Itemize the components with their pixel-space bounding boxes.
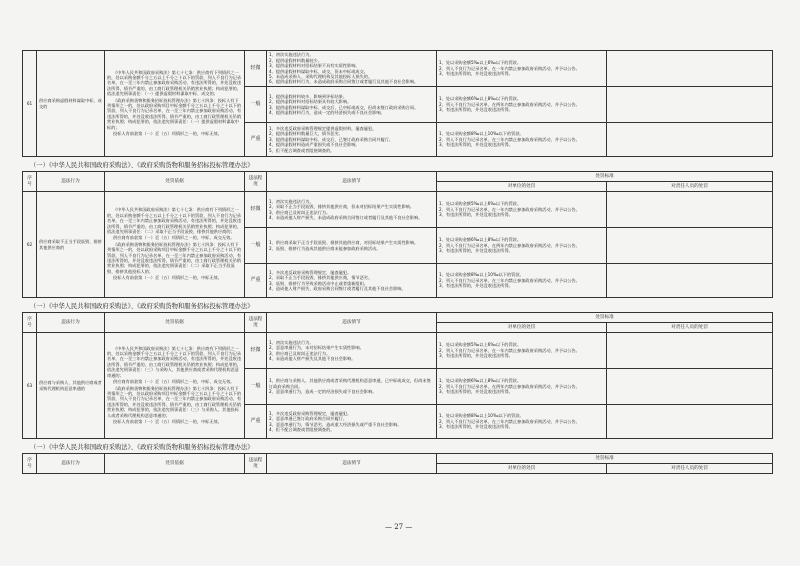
circumstance-item: 1、初次实施违法行为。 bbox=[269, 198, 314, 204]
penalty-item: 2、列入不良行为记录名单，在三年内禁止参加政府采购活动，并予以公告。 bbox=[439, 418, 580, 424]
section-title: （一）《中华人民共和国政府采购法》、《政府采购货物和服务招标投标管理办法》 bbox=[30, 444, 254, 451]
row-number: 62 bbox=[23, 192, 37, 298]
penalty-table bbox=[22, 312, 773, 439]
penalty-item: 1、处以采购金额8‰以上10‰以下的罚款。 bbox=[439, 131, 524, 137]
unit-penalty bbox=[437, 405, 607, 439]
penalty-item: 2、列入不良行为记录名单，在两年内禁止参加政府采购活动，并予以公告。 bbox=[439, 242, 580, 248]
penalty-item: 2、列入不良行为记录名单，在两年内禁止参加政府采购活动，并予以公告。 bbox=[439, 383, 580, 389]
basis-paragraph: 供应商有前款第（一）至（五）项情形之一的，中标、成交无效。 bbox=[113, 379, 235, 385]
person-penalty bbox=[607, 123, 773, 157]
basis-paragraph: 《中华人民共和国政府采购法》第七十七条：供应商有下列情形之一的，处以采购金额千分之五以上千分之十以下的罚款，列入不良行为记录名单，在一至三年内禁止参加政府采购活动，有违法所得的，并处没收违法所得，情节严重的，由工商行政管理机关吊销营业执照；构成犯罪的，依法追究刑事责任：（三）与采购人、其他供应商或者采购代理机构恶意串通的； bbox=[107, 345, 242, 378]
circumstance-item: 4、提供虚假材料行为，造成一定的经济损失或不良社会影响。 bbox=[269, 109, 385, 115]
circumstance-item: 1、初次实施违法行为。 bbox=[269, 52, 314, 58]
penalty-item: 3、有违法所得的，并处没收违法所得。 bbox=[439, 353, 513, 359]
person-penalty bbox=[607, 51, 773, 87]
penalty-item: 1、处以采购金额5‰以上6‰以下的罚款。 bbox=[439, 201, 522, 207]
circumstance-item: 4、提供虚假材料造成严重损失或不良社会影响。 bbox=[269, 142, 360, 148]
header-penalty: 处罚标准 bbox=[437, 313, 773, 323]
circumstance-item: 1、提供虚假材料较多，影响到评标结果。 bbox=[269, 93, 348, 99]
unit-penalty bbox=[437, 51, 607, 87]
violation-level: 一般 bbox=[245, 228, 267, 264]
circumstance-item: 3、诋毁、排挤行为导致采购活动中止或者重新组织。 bbox=[269, 280, 368, 286]
circumstance-item: 1、多次违反政府采购管理规定提供虚假材料，屡查屡犯。 bbox=[269, 125, 377, 131]
unit-penalty bbox=[437, 333, 607, 369]
circumstance-item: 3、提供虚假材料谋取中标、成交后，已签订政府采购合同并履行。 bbox=[269, 136, 394, 142]
penalty-item: 1、处以采购金额6‰以上8‰以下的罚款。 bbox=[439, 237, 522, 243]
header-unit-penalty: 对单位的处罚 bbox=[437, 323, 607, 333]
circumstance-item: 2、恶意串通行为，造成一定的经济损失或不良社会影响。 bbox=[269, 389, 377, 395]
violation-behavior: 供应商与采购人、其他供应商或者采购代理机构恶意串通的 bbox=[37, 333, 105, 439]
penalty-basis bbox=[105, 192, 245, 298]
circumstance-item: 1、初次实施违法行为。 bbox=[269, 339, 314, 345]
circumstance-item: 4、未造成他人财产损失及其他不良社会影响。 bbox=[269, 355, 356, 361]
header-circumstances: 违法情节 bbox=[267, 313, 437, 333]
document-page bbox=[22, 50, 772, 510]
violation-level: 一般 bbox=[245, 87, 267, 123]
circumstance-item: 3、供应商已及时纠正违法行为。 bbox=[269, 209, 331, 215]
header-basis: 处罚依据 bbox=[105, 454, 245, 474]
circumstance-item: 5、未造成采购人、采购代理机构及其他投标人损失的。 bbox=[269, 73, 373, 79]
circumstance-item: 2、提供虚假材料数量巨大，情节恶劣。 bbox=[269, 131, 343, 137]
violation-circumstances bbox=[267, 264, 437, 298]
penalty-item: 3、有违法所得的，并处没收违法所得。 bbox=[439, 283, 513, 289]
penalty-item: 3、有违法所得的，并处没收违法所得。 bbox=[439, 142, 513, 148]
header-person-penalty: 对责任人员的处罚 bbox=[607, 323, 773, 333]
penalty-item: 3、有违法所得的，并处没收违法所得。 bbox=[439, 389, 513, 395]
circumstance-item: 6、提供虚假材料行为，未造成政府采购合同签订或者履行及其他不良社会影响。 bbox=[269, 79, 419, 85]
penalty-item: 1、处以采购金额5‰以上6‰以下的罚款。 bbox=[439, 60, 522, 66]
person-penalty bbox=[607, 369, 773, 405]
penalty-item: 1、处以采购金额5‰以上6‰以下的罚款。 bbox=[439, 342, 522, 348]
circumstance-item: 2、恶意串通已签订政府采购合同并履行。 bbox=[269, 416, 348, 422]
violation-level: 轻微 bbox=[245, 333, 267, 369]
violation-behavior: 供应商采取不正当手段诋毁、排挤其他供应商的 bbox=[37, 192, 105, 298]
penalty-item: 2、列入不良行为记录名单，在三年内禁止参加政府采购活动，并予以公告。 bbox=[439, 277, 580, 283]
circumstance-item: 3、提供虚假材料对招标结果不具有实质性影响。 bbox=[269, 63, 360, 69]
unit-penalty bbox=[437, 123, 607, 157]
header-behavior: 违法行为 bbox=[37, 172, 105, 192]
person-penalty bbox=[607, 405, 773, 439]
header-no: 序号 bbox=[23, 172, 37, 192]
penalty-item: 1、处以采购金额8‰以上10‰以下的罚款。 bbox=[439, 272, 524, 278]
circumstance-item: 2、诋毁、排挤行为造成其他供应商未能参加政府采购活动。 bbox=[269, 245, 381, 251]
table-row bbox=[23, 192, 773, 228]
basis-paragraph: 《中华人民共和国政府采购法》第七十七条：供应商有下列情形之一的，处以采购金额千分之五以上千分之十以下的罚款，列入不良行为记录名单，在一至三年内禁止参加政府采购活动，有违法所得的，并处没收违法所得，情节严重的，由工商行政管理机关吊销营业执照；构成犯罪的，依法追究刑事责任：（一）提供虚假材料谋取中标、成交的； bbox=[107, 69, 242, 97]
person-penalty bbox=[607, 228, 773, 264]
circumstance-item: 4、拒不配合调查或者阻挠调查的。 bbox=[269, 426, 335, 432]
penalty-item: 3、有违法所得的，并处没收违法所得。 bbox=[439, 107, 513, 113]
circumstance-item: 2、提供虚假材料数量较少。 bbox=[269, 57, 322, 63]
header-behavior: 违法行为 bbox=[37, 454, 105, 474]
circumstance-item: 1、供应商与采购人、其他供应商或者采购代理机构恶意串通，已中标或成交，但尚未签订政府采购合同。 bbox=[269, 378, 431, 389]
violation-level: 严重 bbox=[245, 264, 267, 298]
penalty-table bbox=[22, 453, 773, 474]
person-penalty bbox=[607, 192, 773, 228]
violation-level: 严重 bbox=[245, 405, 267, 439]
header-basis: 处罚依据 bbox=[105, 172, 245, 192]
circumstance-item: 4、未造成他人财产损失、未造成政府采购合同签订或者履行及其他不良社会影响。 bbox=[269, 214, 423, 220]
row-number: 63 bbox=[23, 333, 37, 439]
basis-paragraph: 投标人有前款第（一）至（五）项情形之一的，中标无效。 bbox=[113, 418, 222, 424]
violation-circumstances bbox=[267, 405, 437, 439]
circumstance-item: 2、恶意串通行为，未对招标结果产生实质性影响。 bbox=[269, 345, 364, 351]
penalty-item: 2、列入不良行为记录名单，在一年内禁止参加政府采购活动，并予以公告。 bbox=[439, 206, 580, 212]
header-person-penalty: 对责任人员的处罚 bbox=[607, 464, 773, 474]
circumstance-item: 2、提供虚假材料对招标结果具有较大影响。 bbox=[269, 99, 352, 105]
violation-circumstances bbox=[267, 369, 437, 405]
row-number: 61 bbox=[23, 51, 37, 157]
person-penalty bbox=[607, 264, 773, 298]
basis-paragraph: 《中华人民共和国政府采购法》第七十七条：供应商有下列情形之一的，处以采购金额千分之五以上千分之十以下的罚款，列入不良行为记录名单，在一至三年内禁止参加政府采购活动，有违法所得的，并处没收违法所得，情节严重的，由工商行政管理机关吊销营业执照；构成犯罪的，依法追究刑事责任：（二）采取不正当手段诋毁、排挤其他供应商的； bbox=[107, 207, 242, 234]
penalty-basis bbox=[105, 51, 245, 157]
header-level: 违法程度 bbox=[245, 454, 267, 474]
header-level: 违法程度 bbox=[245, 313, 267, 333]
penalty-item: 1、处以采购金额6‰以上8‰以下的罚款。 bbox=[439, 96, 522, 102]
violation-circumstances bbox=[267, 333, 437, 369]
basis-paragraph: 《政府采购货物和服务招标投标管理办法》第七十四条：投标人有下列情形之一的，处以政府采购项目中标金额千分之五以上千分之十以下的罚款，列入不良行为记录名单，在一至三年内禁止参加政府采购活动，有违法所得的，并处没收违法所得，情节严重的，由工商行政管理机关吊销营业执照；构成犯罪的，依法追究刑事责任：（二）采取不正当手段诋毁、排挤其他投标人的； bbox=[107, 241, 242, 274]
header-penalty: 处罚标准 bbox=[437, 172, 773, 182]
header-basis: 处罚依据 bbox=[105, 313, 245, 333]
penalty-table bbox=[22, 50, 773, 157]
penalty-basis bbox=[105, 333, 245, 439]
violation-circumstances bbox=[267, 87, 437, 123]
header-no: 序号 bbox=[23, 454, 37, 474]
violation-level: 一般 bbox=[245, 369, 267, 405]
header-level: 违法程度 bbox=[245, 172, 267, 192]
penalty-item: 2、列入不良行为记录名单，在一年内禁止参加政府采购活动，并予以公告。 bbox=[439, 347, 580, 353]
circumstance-item: 2、采取不正当手段诋毁、排挤其他供应商，情节恶劣。 bbox=[269, 275, 373, 281]
circumstance-item: 1、供应商采取不正当手段诋毁、排挤其他供应商，对招标结果产生实质性影响。 bbox=[269, 240, 419, 246]
header-behavior: 违法行为 bbox=[37, 313, 105, 333]
penalty-item: 3、有违法所得的，并处没收违法所得。 bbox=[439, 248, 513, 254]
person-penalty bbox=[607, 87, 773, 123]
circumstance-item: 3、供应商已及时纠正违法行为。 bbox=[269, 350, 331, 356]
basis-paragraph: 投标人有前款第（一）至（五）项情形之一的，中标无效。 bbox=[113, 275, 222, 281]
basis-paragraph: 投标人有前款第（一）至（五）项情形之一的，中标无效。 bbox=[113, 131, 222, 137]
section-title: （一）《中华人民共和国政府采购法》、《政府采购货物和服务招标投标管理办法》 bbox=[30, 303, 254, 310]
page-number: — 27 — bbox=[385, 523, 413, 531]
violation-circumstances bbox=[267, 228, 437, 264]
violation-circumstances bbox=[267, 123, 437, 157]
violation-behavior: 供应商采购虚假材料谋取中标、成交的 bbox=[37, 51, 105, 157]
header-unit-penalty: 对单位的处罚 bbox=[437, 182, 607, 192]
unit-penalty bbox=[437, 228, 607, 264]
penalty-item: 2、列入不良行为记录名单，在两年内禁止参加政府采购活动，并予以公告。 bbox=[439, 101, 580, 107]
penalty-table bbox=[22, 171, 773, 298]
violation-circumstances bbox=[267, 51, 437, 87]
header-person-penalty: 对责任人员的处罚 bbox=[607, 182, 773, 192]
header-penalty: 处罚标准 bbox=[437, 454, 773, 464]
penalty-item: 2、列入不良行为记录名单，在三年内禁止参加政府采购活动，并予以公告。 bbox=[439, 136, 580, 142]
header-circumstances: 违法情节 bbox=[267, 172, 437, 192]
unit-penalty bbox=[437, 369, 607, 405]
penalty-item: 3、有违法所得的，并处没收违法所得。 bbox=[439, 424, 513, 430]
circumstance-item: 4、造成他人财产损失、政府采购合同签订或者履行及其他不良社会影响。 bbox=[269, 285, 406, 291]
violation-level: 严重 bbox=[245, 123, 267, 157]
table-row bbox=[23, 333, 773, 369]
circumstance-item: 1、多次违反政府采购管理规定，屡查屡犯。 bbox=[269, 269, 352, 275]
penalty-item: 1、处以采购金额6‰以上8‰以下的罚款。 bbox=[439, 378, 522, 384]
unit-penalty bbox=[437, 87, 607, 123]
unit-penalty bbox=[437, 192, 607, 228]
penalty-item: 3、有违法所得的，并处没收违法所得。 bbox=[439, 71, 513, 77]
table-row bbox=[23, 51, 773, 87]
violation-level: 轻微 bbox=[245, 51, 267, 87]
violation-level: 轻微 bbox=[245, 192, 267, 228]
circumstance-item: 3、恶意串通行为，情节恶劣，造成重大经济损失或严重不良社会影响。 bbox=[269, 421, 402, 427]
penalty-item: 2、列入不良行为记录名单，在一年内禁止参加政府采购活动，并予以公告。 bbox=[439, 65, 580, 71]
unit-penalty bbox=[437, 264, 607, 298]
circumstance-item: 5、拒不配合调查或者阻挠调查的。 bbox=[269, 147, 335, 153]
circumstance-item: 4、提供虚假材料谋取中标、成交，但未中标或成交。 bbox=[269, 68, 368, 74]
penalty-item: 1、处以采购金额8‰以上10‰以下的罚款。 bbox=[439, 413, 524, 419]
circumstance-item: 2、采取不正当手段诋毁、排挤其他供应商，但未对招标结果产生实质性影响。 bbox=[269, 204, 415, 210]
penalty-item: 3、有违法所得的，并处没收违法所得。 bbox=[439, 212, 513, 218]
section-title: （一）《中华人民共和国政府采购法》、《政府采购货物和服务招标投标管理办法》 bbox=[30, 162, 254, 169]
violation-circumstances bbox=[267, 192, 437, 228]
basis-paragraph: 供应商有前款第（一）至（五）项情形之一的，中标、成交无效。 bbox=[113, 235, 235, 241]
header-unit-penalty: 对单位的处罚 bbox=[437, 464, 607, 474]
basis-paragraph: 《政府采购货物和服务招标投标管理办法》第七十四条：投标人有下列情形之一的，处以政府采购项目中标金额千分之五以上千分之十以下的罚款，列入不良行为记录名单，在一至三年内禁止参加政府采购活动，有违法所得的，并处没收违法所得，情节严重的，由工商行政管理机关吊销营业执照；构成犯罪的，依法追究刑事责任：（一）提供虚假材料谋取中标的； bbox=[107, 97, 242, 130]
person-penalty bbox=[607, 333, 773, 369]
circumstance-item: 3、提供虚假材料谋取中标、成交后，已中标或成交，但尚未签订政府采购合同。 bbox=[269, 104, 419, 110]
basis-paragraph: 《政府采购货物和服务招标投标管理办法》第七十四条：投标人有下列情形之一的，处以政府采购项目中标金额千分之五以上千分之十以下的罚款，列入不良行为记录名单，在一至三年内禁止参加政府采购活动，有违法所得的，并处没收违法所得，情节严重的，由工商行政管理机关吊销营业执照；构成犯罪的，依法追究刑事责任：（三）与采购人、其他投标人或者采购代理机构恶意串通的； bbox=[107, 385, 242, 418]
circumstance-item: 1、多次违反政府采购管理规定，屡查屡犯。 bbox=[269, 410, 352, 416]
header-circumstances: 违法情节 bbox=[267, 454, 437, 474]
header-no: 序号 bbox=[23, 313, 37, 333]
